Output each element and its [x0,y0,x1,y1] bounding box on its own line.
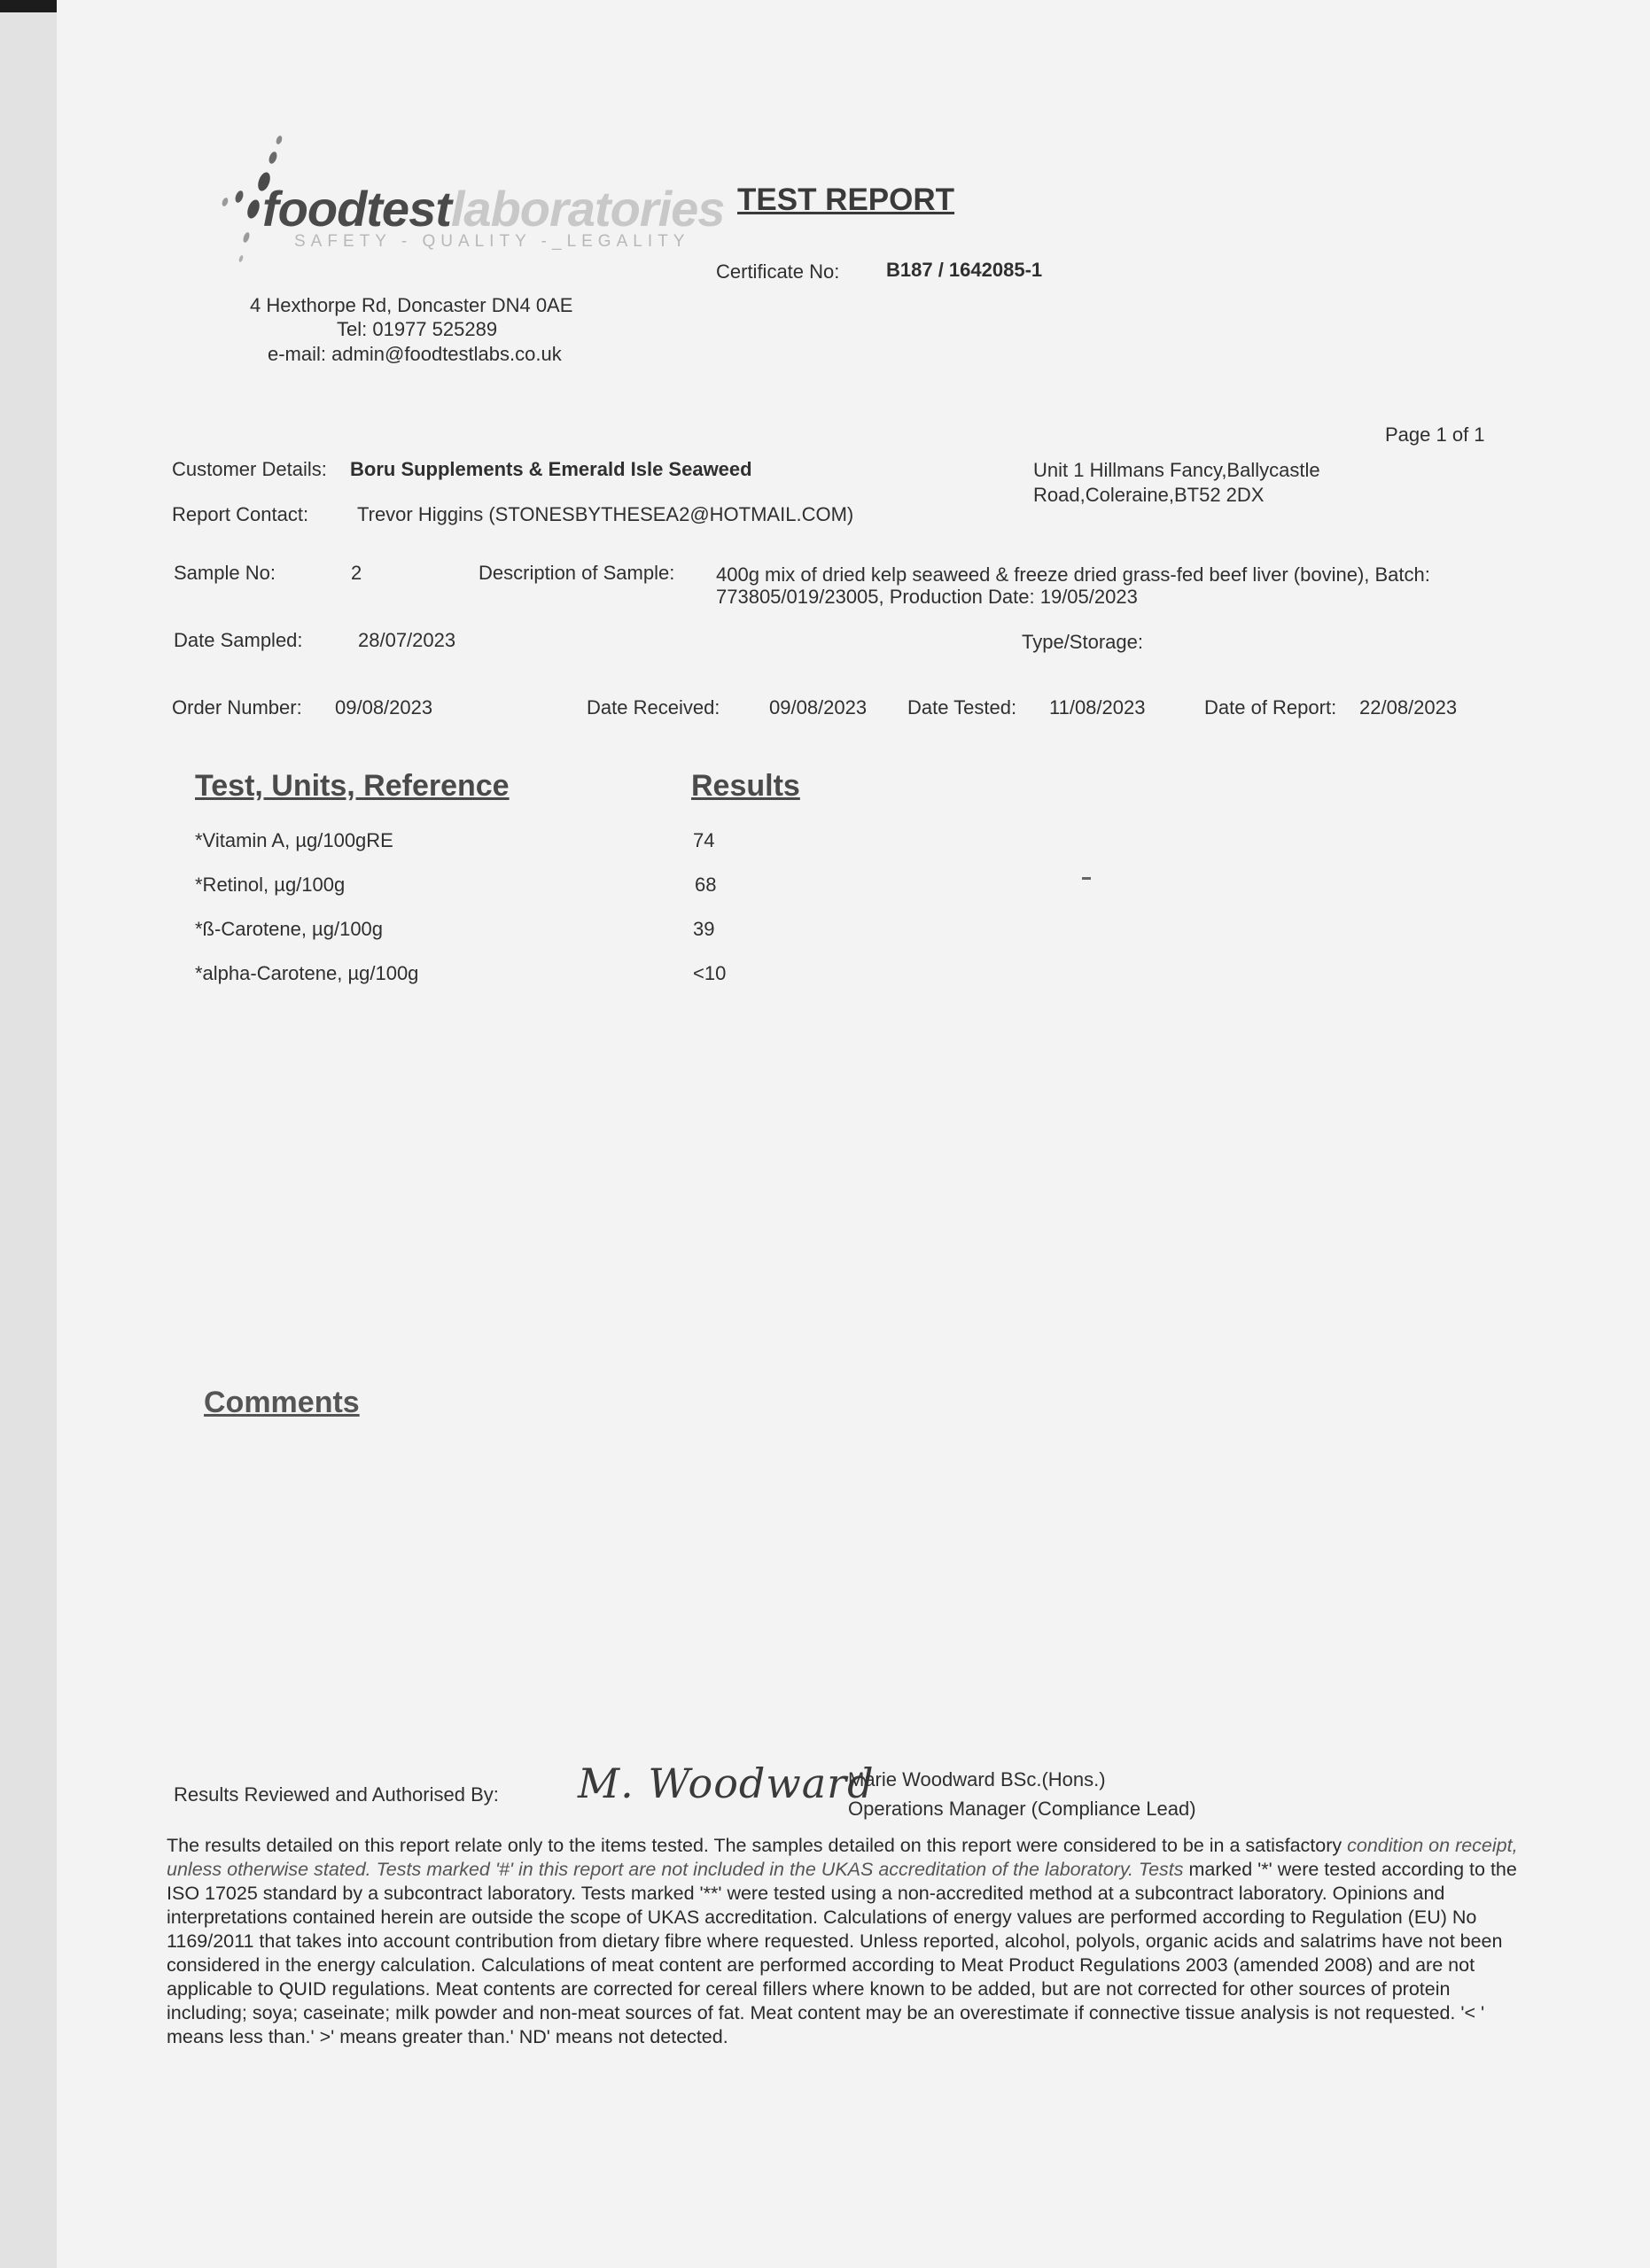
result-value-2: 68 [695,874,717,896]
disclaimer-part3: marked '*' were tested according to the ISO 17025 standard by a subcontract laboratory. Tests marked '**' were tested using a non-accredited method at a subcontract laboratory. Opinions and interpretations contained herein are outside the scope of UKAS accreditation. Calculations of energy values are performed according to Regulation (EU) No 1169/2011 that takes into account contribution from dietary fibre where requested. Unless reported, alcohol, polyols, organic acids and salatrims have not been considered in the energy calculation. Calculations of meat content are performed according to Meat Product Regulations 2003 (amended 2008) and are not applicable to QUID regulations. Meat contents are corrected for cereal fillers where known to be added, but are not corrected for other sources of protein including; soya; caseinate; milk powder and non-meat sources of fat. Meat content may be an overestimate if connective tissue analysis is not requested. '< ' means less than.' >' means greater than.' ND' means not detected. [167,1859,1517,2047]
order-number-label: Order Number: [172,696,302,718]
page-number: Page 1 of 1 [1385,423,1485,446]
logo-name-part2: laboratories [450,181,725,237]
result-value-3: 39 [693,918,715,940]
authoriser-name: Marie Woodward BSc.(Hons.) [848,1768,1106,1790]
scan-edge [0,0,57,2268]
date-of-report-label: Date of Report: [1204,696,1337,718]
result-value-4: <10 [693,962,727,984]
type-storage-label: Type/Storage: [1022,631,1143,653]
disclaimer-text [167,1834,1522,2049]
logo-tagline: SAFETY - QUALITY -_LEGALITY [294,232,690,251]
result-test-4: *alpha-Carotene, µg/100g [195,962,419,984]
customer-address-line2: Road,Coleraine,BT52 2DX [1033,484,1265,506]
contact-label: Report Contact: [172,503,309,525]
customer-label: Customer Details: [172,458,327,480]
contact-value: Trevor Higgins (STONESBYTHESEA2@HOTMAIL.COM) [357,503,854,525]
result-value-1: 74 [693,829,715,851]
disclaimer-part1: The results detailed on this report relate only to the items tested. The samples detailed on this report were considered to be in a satisfactory [167,1835,1343,1856]
date-sampled-label: Date Sampled: [174,629,303,651]
sample-desc-label: Description of Sample: [479,562,675,584]
authoriser-role: Operations Manager (Compliance Lead) [848,1798,1196,1820]
certificate-number: B187 / 1642085-1 [886,259,1043,281]
sample-desc-line2: 773805/019/23005, Production Date: 19/05/2023 [716,586,1138,608]
logo-name-part1: foodtest [262,181,451,237]
sample-no-value: 2 [351,562,362,584]
sample-no-label: Sample No: [174,562,276,584]
lab-tel: Tel: 01977 525289 [337,318,498,340]
date-sampled-value: 28/07/2023 [358,629,456,651]
customer-name: Boru Supplements & Emerald Isle Seaweed [350,458,752,480]
order-number-value: 09/08/2023 [335,696,433,718]
sample-desc-line1: 400g mix of dried kelp seaweed & freeze dried grass-fed beef liver (bovine), Batch: [716,563,1430,586]
test-column-header: Test, Units, Reference [195,769,510,803]
comments-header: Comments [204,1386,360,1419]
scan-speck [1082,877,1091,880]
report-title: TEST REPORT [737,183,955,217]
date-received-label: Date Received: [587,696,720,718]
results-column-header: Results [691,769,800,803]
lab-email: e-mail: admin@foodtestlabs.co.uk [268,343,562,365]
authorised-by-label: Results Reviewed and Authorised By: [174,1783,499,1806]
logo-wordmark [262,180,724,237]
result-test-1: *Vitamin A, µg/100gRE [195,829,393,851]
customer-address-line1: Unit 1 Hillmans Fancy,Ballycastle [1033,459,1320,481]
date-received-value: 09/08/2023 [769,696,868,718]
lab-address: 4 Hexthorpe Rd, Doncaster DN4 0AE [250,294,573,316]
certificate-label: Certificate No: [716,260,840,283]
date-tested-label: Date Tested: [907,696,1017,718]
date-of-report-value: 22/08/2023 [1359,696,1458,718]
scan-corner [0,0,57,12]
disclaimer-part2: condition on receipt, unless otherwise stated. Tests marked '#' in this report are not included in the UKAS accreditation of the laboratory. Tests [167,1835,1518,1880]
date-tested-value: 11/08/2023 [1049,696,1146,718]
result-test-3: *ß-Carotene, µg/100g [195,918,384,940]
signature: M. Woodward [578,1759,875,1807]
result-test-2: *Retinol, µg/100g [195,874,346,896]
